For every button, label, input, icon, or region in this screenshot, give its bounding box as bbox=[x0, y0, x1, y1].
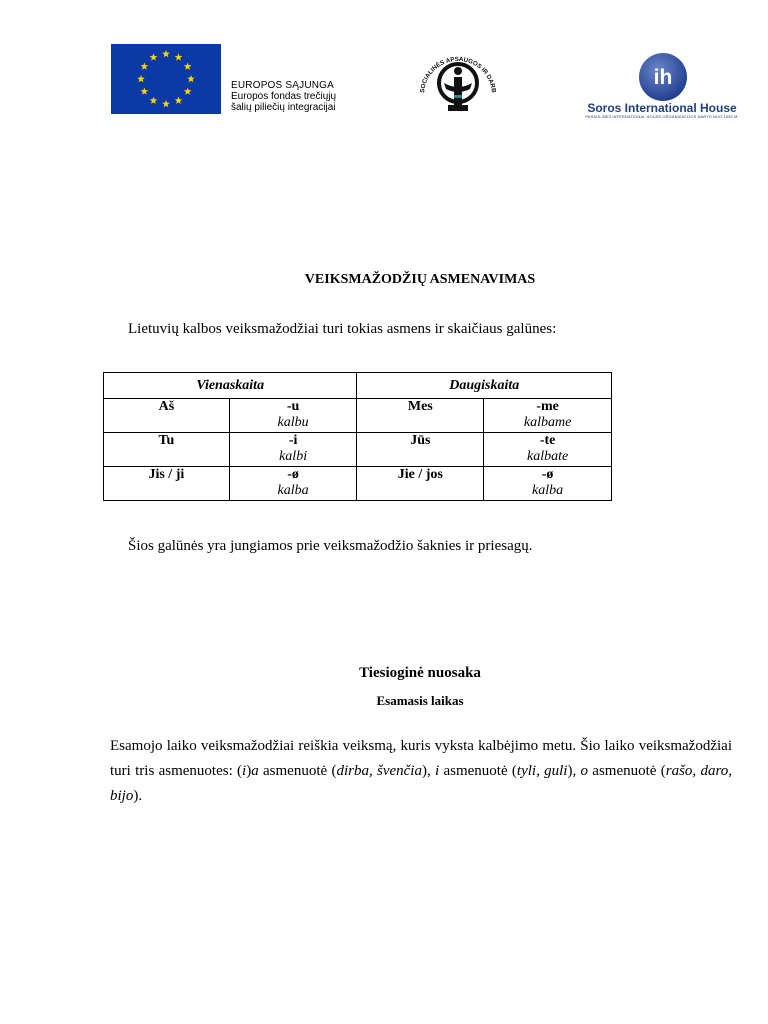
singular-pronoun: Tu bbox=[104, 433, 230, 467]
table-row bbox=[104, 433, 612, 467]
after-table-text: Šios galūnės yra jungiamos prie veiksmažodžio šaknies ir priesagų. bbox=[128, 538, 533, 554]
ministry-ring-text: SOCIALINĖS APSAUGOS IR DARB bbox=[419, 55, 497, 94]
singular-ending-cell bbox=[229, 433, 357, 467]
eu-name: EUROPOS SĄJUNGA bbox=[231, 80, 335, 91]
ih-mark-text: ih bbox=[653, 66, 673, 89]
header-singular: Vienaskaita bbox=[104, 373, 357, 399]
para-italic: i bbox=[242, 763, 247, 779]
singular-pronoun: Jis / ji bbox=[104, 467, 230, 501]
para-text: asmenuotė ( bbox=[588, 763, 666, 779]
para-italic: rašo, daro, bijo bbox=[110, 763, 733, 804]
header-plural: Daugiskaita bbox=[357, 373, 612, 399]
section-subheading: Esamasis laikas bbox=[376, 693, 464, 708]
example: kalbame bbox=[523, 415, 572, 430]
ending: -i bbox=[288, 433, 298, 448]
singular-ending-cell bbox=[229, 467, 357, 501]
table-row bbox=[104, 467, 612, 501]
eu-fund-line1: Europos fondas trečiųjų bbox=[231, 91, 337, 102]
table-header-row bbox=[104, 373, 612, 399]
plural-pronoun: Jūs bbox=[357, 433, 484, 467]
example: kalbi bbox=[279, 449, 308, 464]
para-italic: dirba, švenčia bbox=[336, 763, 422, 779]
eu-flag-logo bbox=[111, 44, 221, 114]
eu-fund-line2: šalių piliečių integracijai bbox=[231, 102, 336, 113]
eu-stars-icon bbox=[111, 44, 221, 114]
para-text: ). bbox=[133, 788, 143, 804]
ministry-logo bbox=[414, 43, 502, 121]
para-text: ), bbox=[421, 763, 436, 779]
ending: -ø bbox=[287, 467, 299, 482]
body-paragraph bbox=[110, 734, 732, 809]
para-text: ) bbox=[246, 763, 252, 779]
ending: -me bbox=[536, 399, 559, 414]
example: kalba bbox=[277, 483, 309, 498]
para-text: asmenuotė ( bbox=[439, 763, 517, 779]
singular-pronoun: Aš bbox=[104, 399, 230, 433]
ih-circle-icon bbox=[638, 52, 688, 102]
plural-ending-cell bbox=[484, 399, 612, 433]
example: kalbu bbox=[277, 415, 309, 430]
ih-logo-tagline: PASAULINĖS INTERNATIONAL HOUSE ORGANIZACIJOS NARYS NUO 1993 M. bbox=[585, 114, 739, 119]
eu-logo-text bbox=[231, 80, 336, 113]
section-heading: Tiesioginė nuosaka bbox=[359, 665, 481, 681]
plural-pronoun: Jie / jos bbox=[357, 467, 484, 501]
ending: -te bbox=[539, 433, 556, 448]
ending: -u bbox=[286, 399, 300, 414]
para-italic: tyli, guli bbox=[516, 763, 568, 779]
example: kalbate bbox=[526, 449, 569, 464]
ih-logo-mark bbox=[638, 52, 688, 102]
para-text: ), bbox=[567, 763, 581, 779]
conjugation-table bbox=[103, 372, 612, 501]
plural-pronoun: Mes bbox=[357, 399, 484, 433]
ministry-emblem-icon bbox=[414, 43, 502, 121]
ih-logo-name: Soros International House bbox=[587, 101, 737, 115]
example: kalba bbox=[532, 483, 564, 498]
ending: -ø bbox=[541, 467, 554, 482]
plural-ending-cell bbox=[484, 467, 612, 501]
table-row bbox=[104, 399, 612, 433]
para-text: Esamojo laiko veiksmažodžiai reiškia veiksmą, kuris vyksta kalbėjimo metu. Šio laiko veiksmažodžiai turi tris asmenuotes: ( bbox=[110, 738, 732, 779]
para-italic: a bbox=[251, 763, 259, 779]
para-text: asmenuotė ( bbox=[258, 763, 337, 779]
para-italic: o bbox=[580, 763, 589, 779]
para-italic: i bbox=[435, 763, 440, 779]
plural-ending-cell bbox=[484, 433, 612, 467]
document-title: VEIKSMAŽODŽIŲ ASMENAVIMAS bbox=[304, 272, 536, 287]
singular-ending-cell bbox=[229, 399, 357, 433]
intro-text: Lietuvių kalbos veiksmažodžiai turi tokias asmens ir skaičiaus galūnes: bbox=[128, 321, 557, 337]
